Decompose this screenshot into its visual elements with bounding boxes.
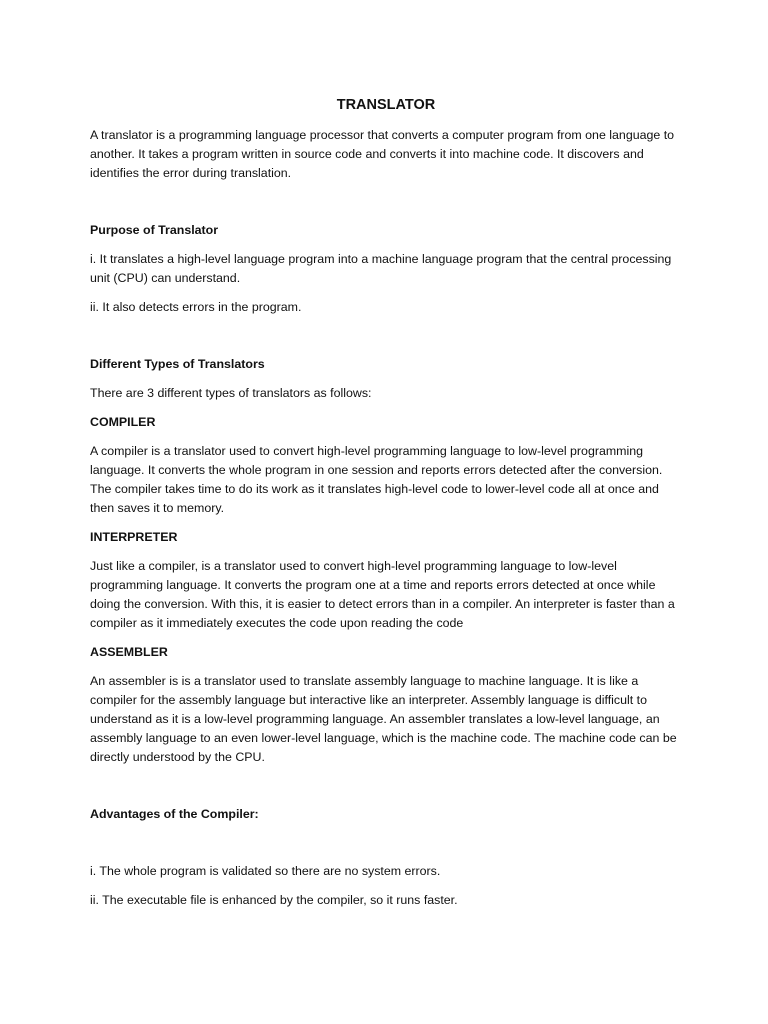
assembler-heading: ASSEMBLER bbox=[90, 645, 168, 659]
document-title: TRANSLATOR bbox=[336, 97, 436, 113]
types-intro: There are 3 different types of translators as follows: bbox=[90, 386, 372, 400]
purpose-item-2: ii. It also detects errors in the program. bbox=[90, 300, 302, 314]
spacer bbox=[90, 881, 682, 891]
spacer bbox=[90, 183, 682, 221]
spacer bbox=[90, 767, 682, 805]
types-heading: Different Types of Translators bbox=[90, 357, 265, 371]
spacer bbox=[90, 518, 682, 528]
interpreter-heading: INTERPRETER bbox=[90, 530, 178, 544]
spacer bbox=[90, 403, 682, 413]
compiler-heading: COMPILER bbox=[90, 415, 156, 429]
spacer bbox=[90, 240, 682, 250]
spacer bbox=[90, 824, 682, 862]
advantages-heading: Advantages of the Compiler: bbox=[90, 807, 259, 821]
document-page bbox=[90, 96, 682, 910]
advantage-item-2: ii. The executable file is enhanced by the compiler, so it runs faster. bbox=[90, 893, 458, 907]
spacer bbox=[90, 547, 682, 557]
purpose-item-1: i. It translates a high-level language program into a machine language program that the central processing unit (CPU) can understand. bbox=[90, 252, 672, 285]
advantage-item-1: i. The whole program is validated so there are no system errors. bbox=[90, 864, 441, 878]
intro-paragraph: A translator is a programming language processor that converts a computer program from one language to another. It takes a program written in source code and converts it into machine code. It discovers and identifies the error during translation. bbox=[90, 128, 675, 180]
spacer bbox=[90, 662, 682, 672]
compiler-paragraph: A compiler is a translator used to convert high-level programming language to low-level programming language. It converts the whole program in one session and reports errors detected after the conversion. The compiler takes time to do its work as it translates high-level code to lower-level code all at once and then saves it to memory. bbox=[90, 444, 663, 515]
spacer bbox=[90, 317, 682, 355]
spacer bbox=[90, 374, 682, 384]
spacer bbox=[90, 633, 682, 643]
spacer bbox=[90, 288, 682, 298]
purpose-heading: Purpose of Translator bbox=[90, 223, 219, 237]
interpreter-paragraph: Just like a compiler, is a translator used to convert high-level programming language to low-level programming language. It converts the program one at a time and reports errors detected at once while doing the conversion. With this, it is easier to detect errors than in a compiler. An interpreter is faster than a compiler as it immediately executes the code upon reading the code bbox=[90, 559, 675, 630]
spacer bbox=[90, 432, 682, 442]
assembler-paragraph: An assembler is is a translator used to translate assembly language to machine language. It is like a compiler for the assembly language but interactive like an interpreter. Assembly language is difficult to understand as it is a low-level programming language. An assembler translates a low-level language, an assembly language to an even lower-level language, which is the machine code. The machine code can be directly understood by the CPU. bbox=[90, 674, 677, 764]
